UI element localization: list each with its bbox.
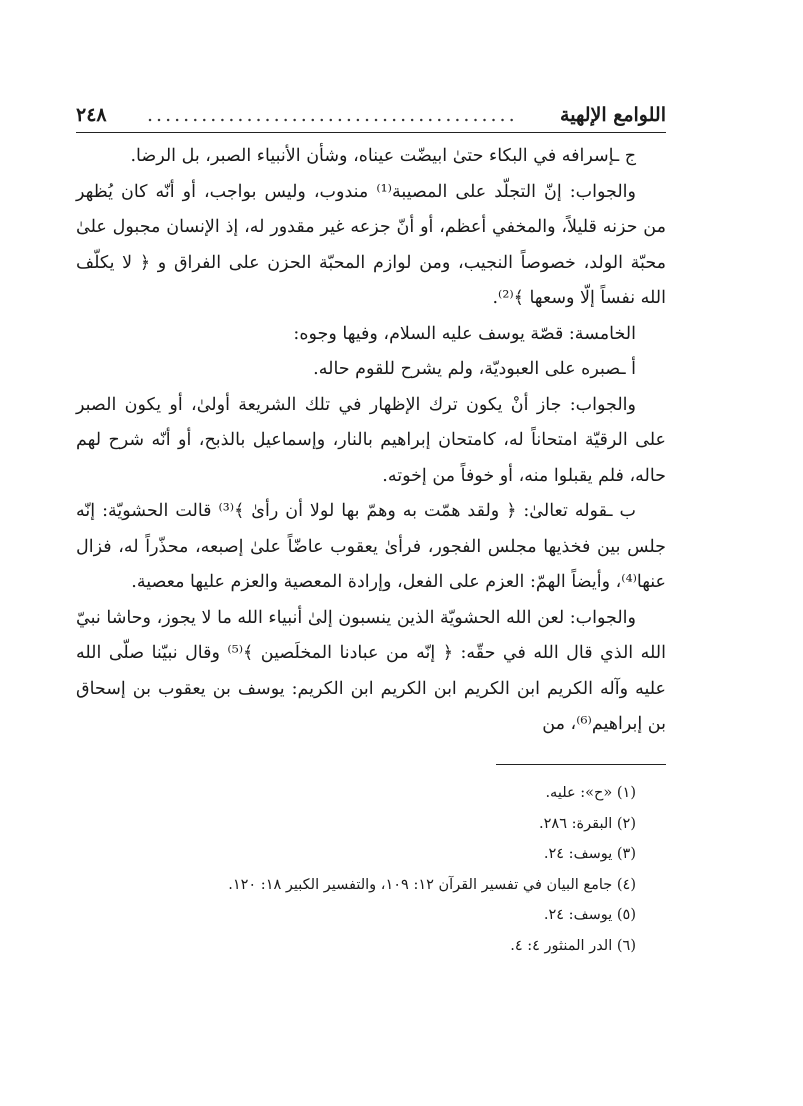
footnote: (٣) يوسف: ٢٤. [543, 846, 636, 862]
paragraph: والجواب: لعن الله الحشويّة الذين ينسبون إلىٰ أنبياء الله ما لا يجوز، وحاشا نبيّ الله الذي قال الله في حقّه: ﴿ إنّه من عبادنا المخلَصين ﴾⁽⁵⁾ وقال نبيّنا صلّى الله عليه وآله الكريم ابن الكريم ابن الكريم ابن الكريم: يوسف بن يعقوب بن إسحاق بن إبراهيم⁽⁶⁾، من [76, 607, 666, 734]
book-page [76, 98, 666, 954]
footnote-divider [496, 764, 666, 765]
paragraph: ب ـقوله تعالىٰ: ﴿ ولقد همّت به وهمّ بها لولا أن رأىٰ ﴾⁽³⁾ قالت الحشويّة: إنّه جلس بين فخذيها مجلس الفجور، فرأىٰ يعقوب عاضّاً علىٰ إصبعه، محذّراً له، فزال عنها⁽⁴⁾، وأيضاً الهمّ: العزم على الفعل، وإرادة المعصية والعزم عليها معصية. [76, 501, 666, 592]
header-leader-dots: ......................................... [147, 104, 518, 126]
footnote: (٢) البقرة: ٢٨٦. [539, 815, 636, 832]
footnote: (٦) الدر المنثور ٤: ٤. [510, 937, 636, 954]
section-heading: الخامسة: قصّة يوسف عليه السلام، وفيها وجوه: [293, 323, 636, 344]
paragraph: والجواب: إنّ التجلّد على المصيبة⁽¹⁾ مندوب، وليس بواجب، أو أنّه كان يُظهر من حزنه قليلاً، والمخفي أعظم، أو أنّ جزعه غير مقدور له، إذ الإنسان مجبول علىٰ محبّة الولد، خصوصاً النجيب، ومن لوازم المحبّة الحزن على الفراق و ﴿ لا يكلّف الله نفساً إلّا وسعها ﴾⁽²⁾. [76, 181, 666, 308]
running-title: اللوامع الإلهية [560, 104, 666, 126]
paragraph: ج ـإسرافه في البكاء حتىٰ ابيضّت عيناه، وشأن الأنبياء الصبر، بل الرضا. [130, 146, 636, 166]
footnote: (٤) جامع البيان في تفسير القرآن ١٢: ١٠٩، والتفسير الكبير ١٨: ١٢٠. [228, 876, 636, 893]
paragraph: والجواب: جاز أنْ يكون ترك الإظهار في تلك الشريعة أولىٰ، أو يكون الصبر على الرقيّة امتحاناً له، كامتحان إبراهيم بالنار، وإسماعيل بالذبح، أو أنّه شرح لهم حاله، فلم يقبلوا منه، أو خوفاً من إخوته. [76, 394, 666, 486]
main-text [76, 139, 666, 743]
page-number: ٢٤٨ [76, 104, 107, 126]
footnote: (٥) يوسف: ٢٤. [543, 907, 636, 923]
footnotes [76, 778, 666, 961]
running-header [76, 98, 666, 133]
footnote: (١) «ح»: عليه. [545, 785, 636, 801]
paragraph: أ ـصبره على العبوديّة، ولم يشرح للقوم حاله. [313, 359, 636, 379]
